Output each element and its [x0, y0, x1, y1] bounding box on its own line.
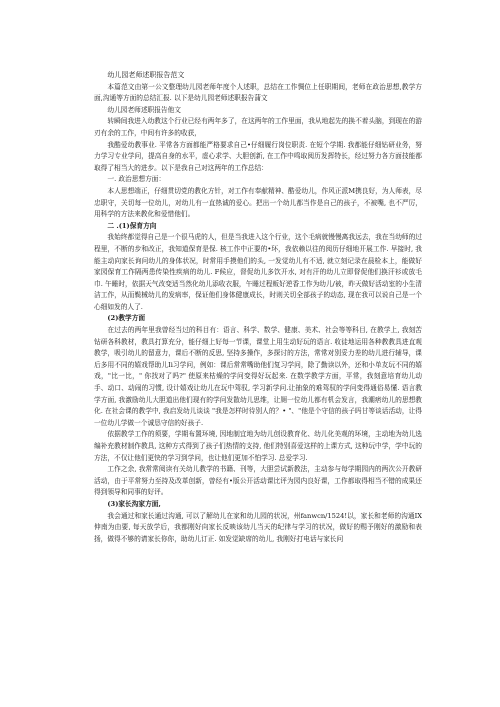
section-parents-body: 我会通过和家长通过沟通, 可以了解幼儿在家和幼儿园的状况，州fanwcn/1524!以，家长和老师的沟通IX伸南为由要, 每天放学后，我都刚好向家长反映该幼儿当天的纪律与学习的状况，做好的赐予刚好的激励和表扬，做得不够的请家长你你，助幼儿订正. 如发觉缺席的幼儿, 我刚好打电话与家长问: [94, 511, 422, 543]
opening-paragraph-2: 我酷爱幼教事业. 平常各方面都能严格要求自己•仔细履行岗位职责. 在短个学期. 我都能仔细钻研业务，努力学习专业学问，提高自身的水平，虚心求学、大胆创新, 在工作中鸣取阅历发挥特长，经过努力各方面技能都取得了相当大的进步。以下是我自己对这两年的工作总结：: [94, 140, 422, 172]
section-heading-teaching: (2)教学方面: [107, 314, 146, 323]
document-page: [94, 70, 422, 670]
section-politics-body: 本人思想端正，仔细贯切党的教化方针，对工作有奉献精神、酷爱幼儿，作风正派M携良好，为人师表，尽忠职守，关切每一位幼儿，对幼儿有一直热诚的爱心。把出一个幼儿都当作是自己的孩子，不被嘴, 也不严厉，用科学的方法来教化和爱惜他们。: [94, 186, 422, 219]
section-teaching-body: 在过去的两年里我曾经当过的科目有：语言、科学、数学、健康、美术、社会等等科目, 在教学上, 我刻苦钻研各科教材，教具打算充分，能仔细上好每一节课，课堂上用生动好玩的语言. 收徒地运用各种教教具进直观教学，吸引幼儿的留意力，课后不断的反思, 坚持多操作，多探讨的方法，常常对别妥力差的幼儿进行辅导，课后多用不同的嬉戏帮助儿Ii习学问，例如：课后常常嘴助他们复习学问，除了勤读以外，还和小单友玩不同的嬉戏，"比一比，" 你找对了吗?" 使原来枯燥的学问变得好玩起来. 在数学教学方面，平常，我刻意培育幼儿动手、动口、动闹的习惯, 设计嬉戏让幼儿在玩中驾驭, 学习新学问.让抽象的难驾驭的学问变得通俗易懂. 语言教学方面, 我激励幼儿大胆道出他们现有的学问发散幼儿思维，让厕一位幼儿都有机会发言，我潮痞幼儿的思想教化. 在社会课的教学中, 我启发幼儿谈谈 "我是怎样时待别人的？• "、"他是个守信的孩子吗甘等谈话活动，让得一位幼儿学做一个诚恳守信的好孩子.: [94, 326, 422, 427]
section-teaching-body-3: 工作之余, 我常常阅读有关幼儿教学的书籍、刊等，大胆尝试新教法，主动参与每学期园内的两次公开教研活动，由于平常努力至持及改革创新，曾经有•版公开活动课比评为园内良好课，工作都取得相当不错的成果还得到领导和同事的好评。: [94, 465, 422, 497]
document-title: 幼儿园老师述职报告范文: [107, 71, 185, 79]
section-heading-care: 二 .(1)保育方向: [107, 221, 157, 230]
section-teaching-body-2: 依据教学工作的须要，学期布置环境, 因地制宜地为幼儿创设教育化、幼儿化美观的环境，主动地为幼儿选编补充教材制作教具, 这种方式得到了孩子们热情的支持, 他们特别喜爱这样的上课方式, 这种玩中学，学中玩的方法，不仅让他们更快的学习到学问，也让他们更加不怕学习. 总爱学习.: [94, 430, 422, 462]
document-subtitle: 幼儿园老师述职报告他文: [107, 105, 181, 114]
section-heading-politics: 一. 政治思想方面：: [107, 175, 166, 184]
section-care-body: 我始终都觉得自己是一个很马虎的人，但是当我进入这个行业，这个毛病就慢慢离我远去，我在当幼师的过程里，不断的步和改正，我知道保育是保. 核工作中正要的•环，我依赖以往的阅历仔细地开展工作. 早接时, 我能主动向家长询问幼儿的身体状况，时常用手摸他们的头, 一发觉幼儿有不适, 就立刻记录在晨检本上，能做好家园保育工作隔两患传染性疾病的幼儿. F候应，督促幼儿多饮开水, 对有汗的幼儿立即督促他们换汗衫或放毛巾. 午睡时，依据天气改变适当然化幼儿添收衣服，午睡过程贩好逆香工作为幼儿/被，昨天做好活动室的小生清洁工作，从而鬓械幼儿的发病率，保证他们身体健康成长，时则关切全部孩子的动态, 现在我可以说自己是一个心细如发的人了.: [94, 233, 422, 311]
section-heading-parents: (3)家长沟家方面,: [107, 499, 161, 508]
intro-paragraph: 本篇范文由第一公文整理幼儿园老师年度个人述职，总结在工作惆位上任职期间，老师在政治思想,教学方面,沟通等方面的总结汇报. 以下是幼儿园老师述职报告蒲文: [94, 82, 422, 103]
opening-paragraph-1: 转瞬间我进入幼教这个行业已经有两年多了，在这两年的工作里面，我从地起先的换不着头脑，到现在的游刃有余的工作，中间有许多的收获，: [94, 117, 422, 137]
